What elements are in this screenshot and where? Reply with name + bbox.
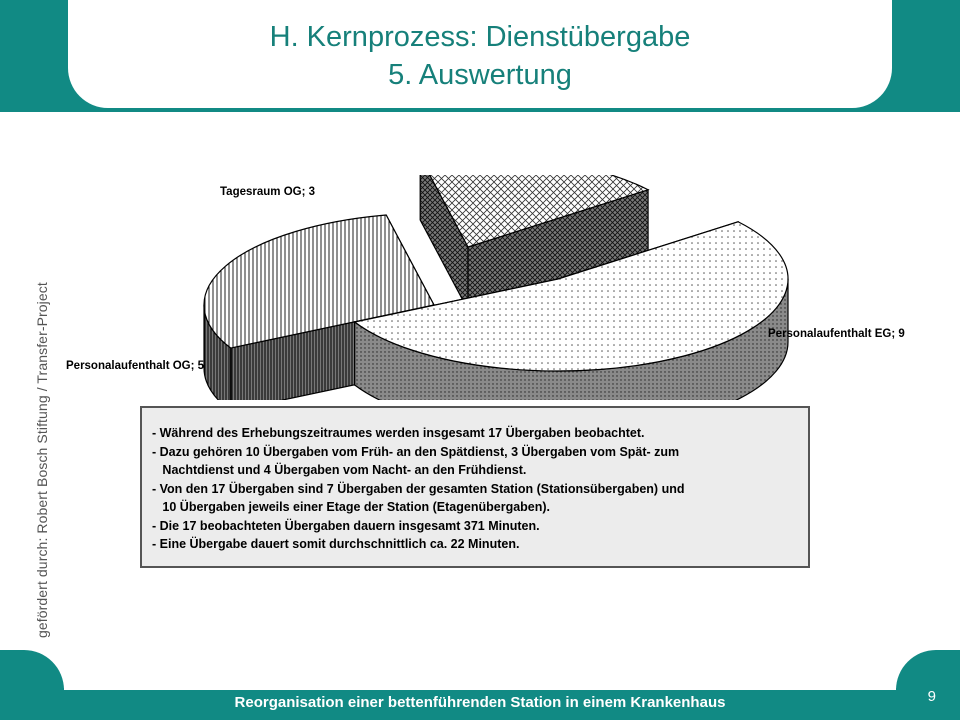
page-title: H. Kernprozess: Dienstübergabe <box>269 21 691 53</box>
page-number: 9 <box>927 688 936 705</box>
footer <box>0 650 960 720</box>
note-line: Nachtdienst und 4 Übergaben vom Nacht- an den Frühdienst. <box>152 463 527 477</box>
sponsor-vertical-text: gefördert durch: Robert Bosch Stiftung / Transfer-Project <box>34 282 50 638</box>
pie-chart <box>60 175 940 400</box>
note-line: - Die 17 beobachteten Übergaben dauern insgesamt 371 Minuten. <box>152 518 540 533</box>
note-line: - Eine Übergabe dauert somit durchschnittlich ca. 22 Minuten. <box>152 537 520 551</box>
slice-label: Tagesraum OG; 3 <box>220 186 316 198</box>
footer-corner-left <box>0 650 64 690</box>
note-line: - Von den 17 Übergaben sind 7 Übergaben der gesamten Station (Stationsübergaben) und <box>152 481 685 496</box>
footer-panel <box>64 650 896 690</box>
note-line: - Während des Erhebungszeitraumes werden insgesamt 17 Übergaben beobachtet. <box>152 426 645 440</box>
page-subtitle: 5. Auswertung <box>388 59 572 91</box>
note-line: 10 Übergaben jeweils einer Etage der Station (Etagenübergaben). <box>152 500 551 514</box>
footer-title: Reorganisation einer bettenführenden Station in einem Krankenhaus <box>234 694 726 711</box>
slice-label: Personalaufenthalt OG; 5 <box>66 360 205 372</box>
summary-notes-box <box>140 406 810 568</box>
footer-corner-right <box>896 650 960 690</box>
slice-label: Personalaufenthalt EG; 9 <box>768 328 905 340</box>
note-line: - Dazu gehören 10 Übergaben vom Früh- an den Spätdienst, 3 Übergaben vom Spät- zum <box>152 444 680 459</box>
